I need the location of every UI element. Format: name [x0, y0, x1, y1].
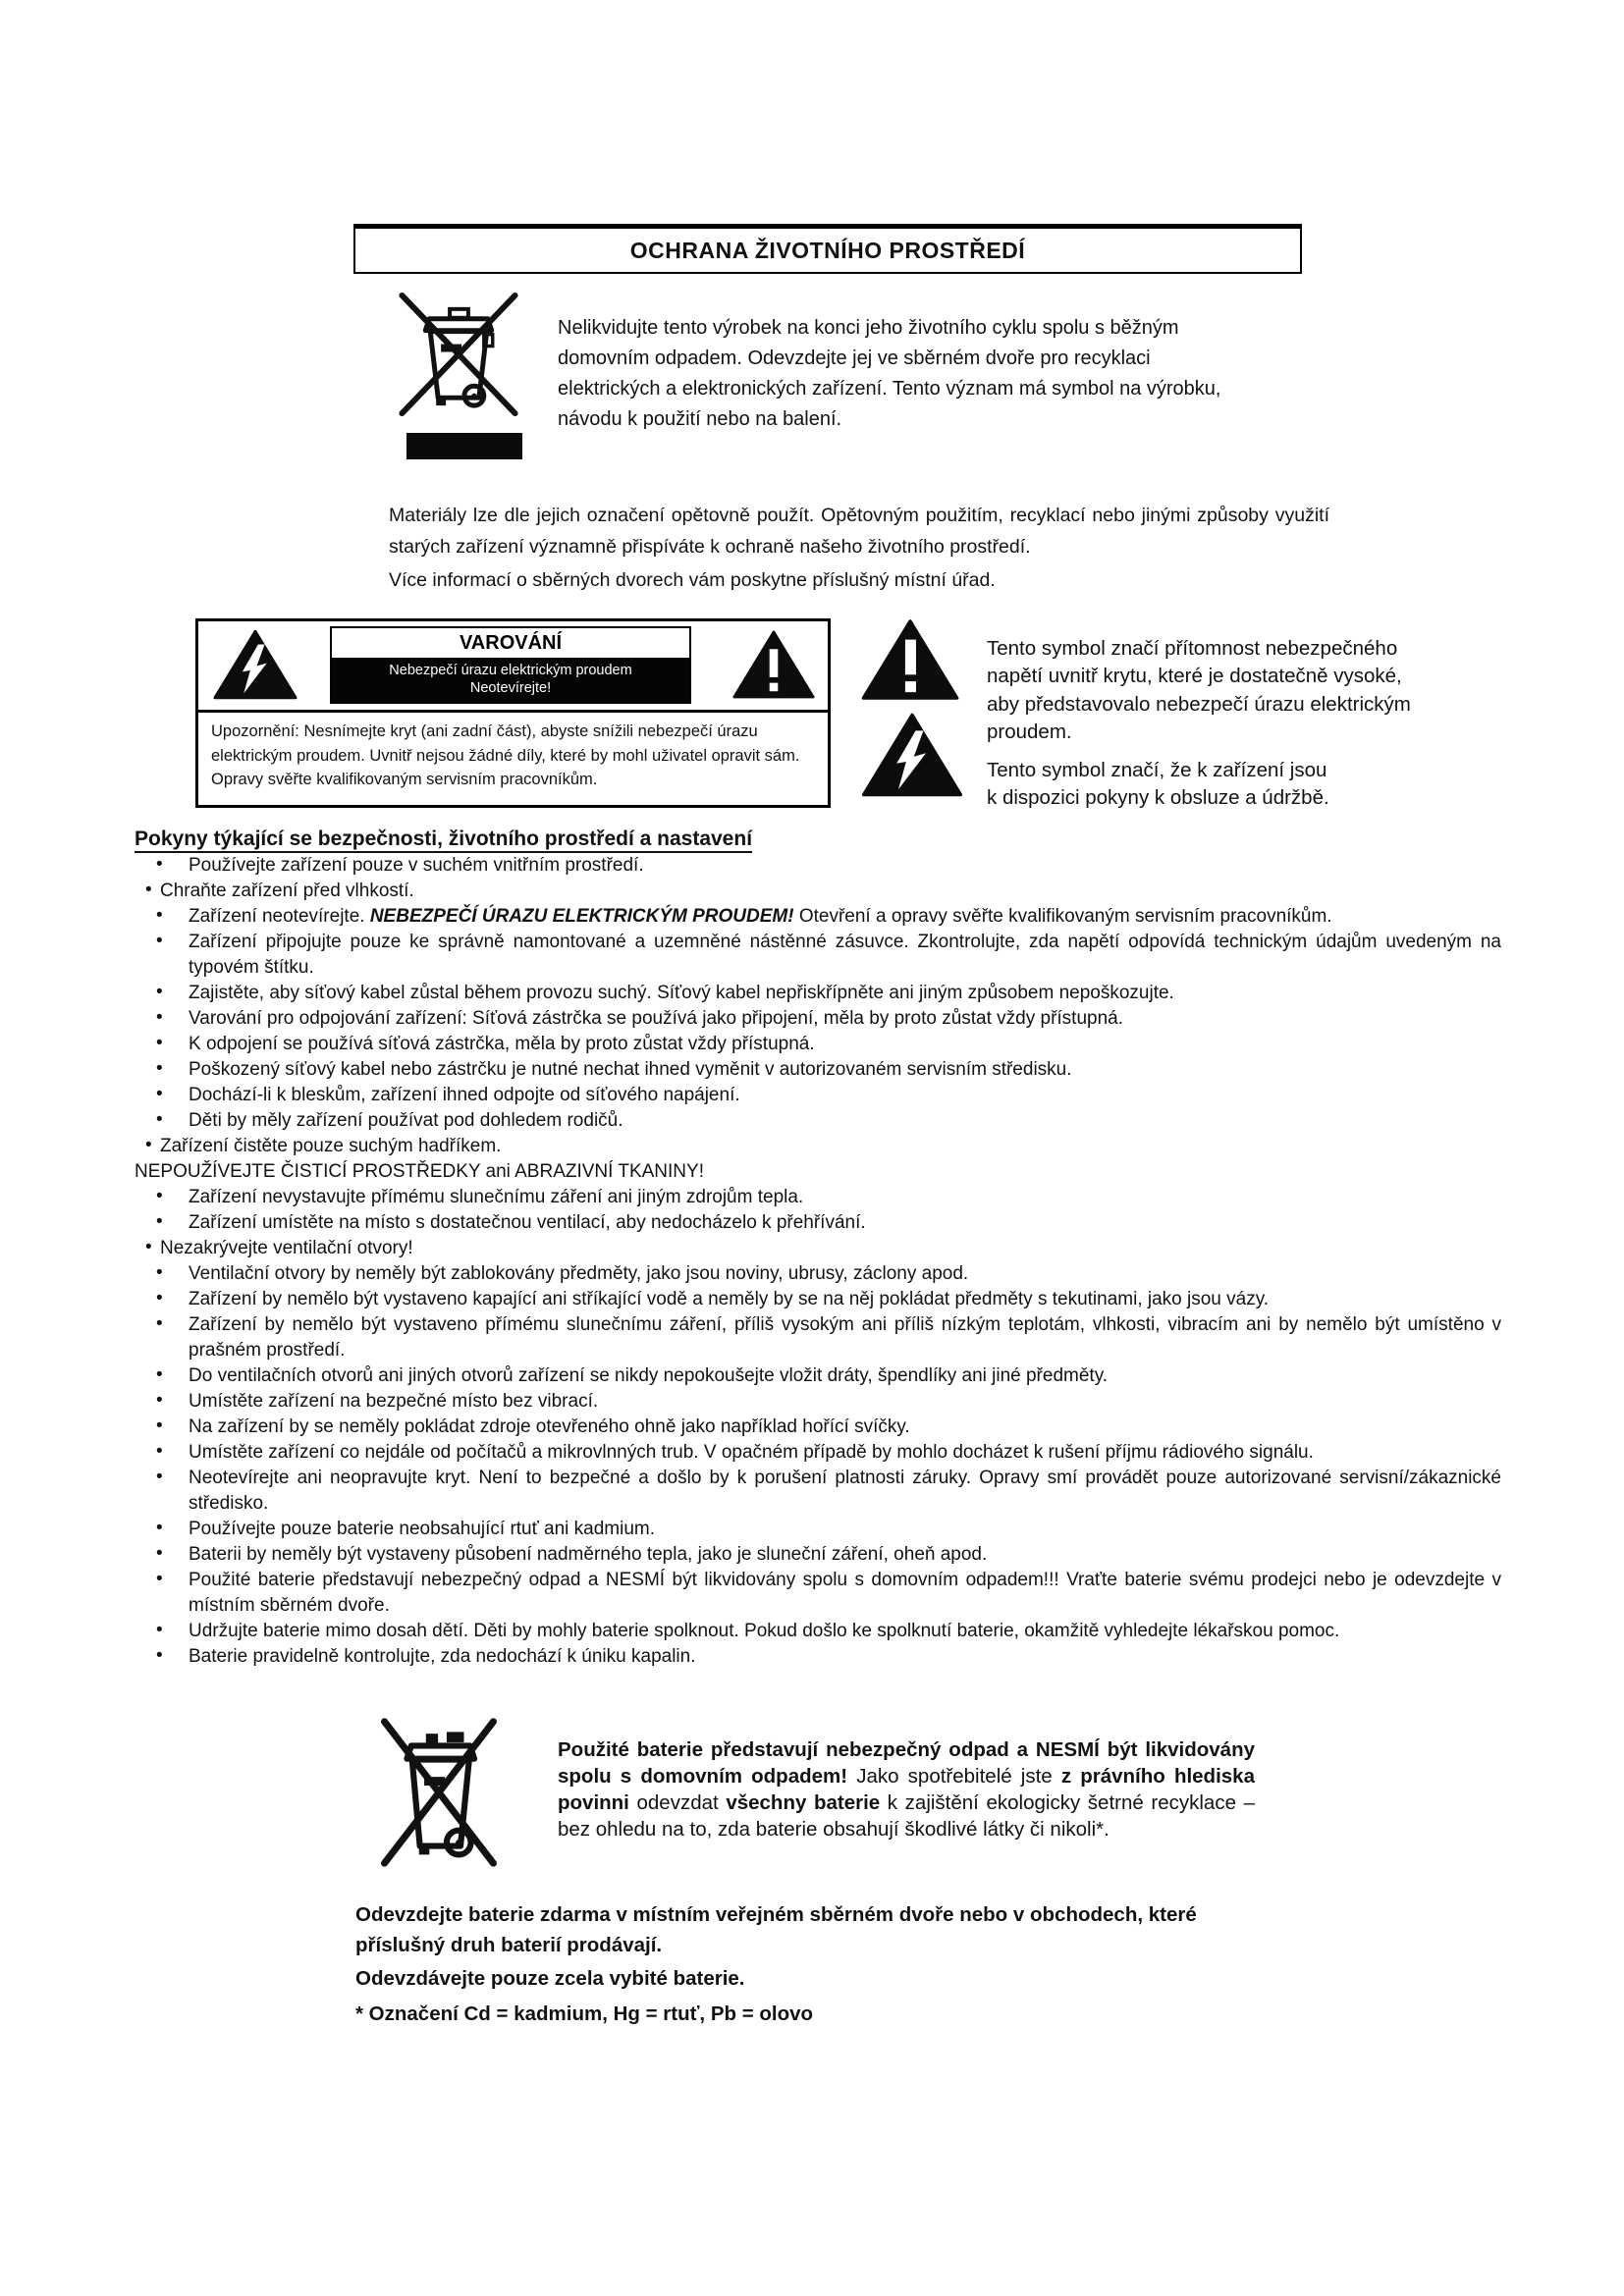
safety-list-item: • Děti by měly zařízení používat pod dohledem rodičů. [156, 1109, 623, 1131]
more-info-line: Více informací o sběrných dvorech vám poskytne příslušný místní úřad. [389, 568, 996, 591]
safety-list-item: • Zařízení připojujte pouze ke správně namontované a uzemněné nástěnné zásuvce. Zkontrolujte, zda napětí odpovídá technickým údajům uvedeným na typovém štítku. [156, 931, 1501, 978]
exclamation-triangle-icon [731, 628, 816, 701]
bullet-dot: • [156, 1543, 163, 1564]
bullet-dot: • [156, 1441, 163, 1462]
safety-list-item: • Zařízení by nemělo být vystaveno kapající ani stříkající vodě a neměly by se na něj pokládat předměty s tekutinami, jako jsou vázy. [156, 1288, 1270, 1309]
battery-return-paragraph: Odevzdejte baterie zdarma v místním veřejném sběrném dvoře nebo v obchodech, které příslušný druh baterií prodávají. [355, 1902, 1197, 1956]
bullet-dot: • [156, 982, 163, 1002]
warning-label [330, 626, 691, 704]
weee-crossed-bin-icon [385, 289, 532, 420]
safety-list-item: • Nezakrývejte ventilační otvory! [145, 1237, 413, 1258]
bullet-dot: • [145, 1237, 152, 1257]
safety-list-item: • Baterii by neměly být vystaveny působení nadměrného tepla, jako je sluneční záření, oheň apod. [156, 1543, 988, 1565]
safety-list-item: • Umístěte zařízení co nejdále od počítačů a mikrovlnných trub. V opačném případě by mohlo docházet k rušení příjmu rádiového signálu. [156, 1441, 1314, 1463]
lightning-triangle-icon [212, 628, 298, 701]
safety-list-item: • Zařízení by nemělo být vystaveno přímému slunečnímu záření, příliš vysokým ani příliš nízkým teplotám, vlhkosti, vibracím ani by nemělo být umístěno v prašném prostředí. [156, 1313, 1501, 1361]
warning-subtitle [332, 658, 689, 702]
bullet-dot: • [156, 1288, 163, 1308]
safety-list-item: • Ventilační otvory by neměly být zablokovány předměty, jako jsou noviny, ubrusy, záclony apod. [156, 1262, 969, 1284]
voltage-symbol-text: Tento symbol značí přítomnost nebezpečného napětí uvnitř krytu, které je dostatečně vysoké, aby představovalo nebezpečí úrazu elektrickým proudem. [987, 636, 1411, 743]
materials-paragraph: Materiály lze dle jejich označení opětovně použít. Opětovným použitím, recyklací nebo jinými způsoby využití starých zařízení významně přispíváte k ochraně našeho životního prostředí. [389, 504, 1329, 558]
bullet-dot: • [156, 1109, 163, 1130]
safety-list-item: • Baterie pravidelně kontrolujte, zda nedochází k úniku kapalin. [156, 1645, 696, 1667]
environment-title-box [353, 224, 1302, 274]
warning-danger-line: Nebezpečí úrazu elektrickým proudem [389, 663, 632, 678]
bullet-dot: • [156, 931, 163, 951]
bullet-dot: • [156, 1186, 163, 1206]
safety-list-item: • Varování pro odpojování zařízení: Síťová zástrčka se používá jako připojení, měla by proto zůstat vždy přístupná. [156, 1007, 1124, 1029]
bullet-dot: • [156, 854, 163, 875]
bullet-dot: • [156, 905, 163, 926]
warning-title: VAROVÁNÍ [332, 628, 689, 658]
bullet-dot: • [156, 1569, 163, 1589]
battery-legend-note: * Označení Cd = kadmium, Hg = rtuť, Pb = olovo [355, 2002, 814, 2025]
warning-box-top [198, 621, 828, 713]
bullet-dot: • [156, 1033, 163, 1053]
bullet-dot: • [156, 1084, 163, 1104]
safety-list-item: • Používejte pouze baterie neobsahující rtuť ani kadmium. [156, 1518, 656, 1539]
weee-underline-bar [406, 433, 522, 459]
safety-list-item: • Dochází-li k bleskům, zařízení ihned odpojte od síťového napájení. [156, 1084, 740, 1105]
safety-list-item: • Udržujte baterie mimo dosah dětí. Děti by mohly baterie spolknout. Pokud došlo ke spolknutí baterie, okamžitě vyhledejte lékařskou pomoc. [156, 1620, 1340, 1641]
safety-list-item: • K odpojení se používá síťová zástrčka, měla by proto zůstat vždy přístupná. [156, 1033, 815, 1054]
bullet-dot: • [156, 1467, 163, 1487]
warning-open-line: Neotevírejte! [469, 680, 552, 696]
safety-list-item: • Zařízení čistěte pouze suchým hadříkem. [145, 1135, 502, 1156]
bullet-dot: • [145, 1135, 152, 1155]
safety-list-item: • Do ventilačních otvorů ani jiných otvorů zařízení se nikdy nepokoušejte vložit dráty, špendlíky ani jiné předměty. [156, 1364, 1109, 1386]
bullet-dot: • [156, 1262, 163, 1283]
warning-caution-text: Upozornění: Nesnímejte kryt (ani zadní část), abyste snížili nebezpečí úrazu elektrickým proudem. Uvnitř nejsou žádné díly, které by mohl uživatel opravit sám. Opravy svěřte kvalifikovaným servisním pracovníkům. [211, 722, 800, 788]
battery-empty-note: Odevzdávejte pouze zcela vybité baterie. [355, 1966, 745, 1990]
safety-list-item: • Chraňte zařízení před vlhkostí. [145, 880, 414, 901]
battery-crossed-bin-icon [374, 1714, 504, 1871]
safety-list-item: • Poškozený síťový kabel nebo zástrčku je nutné nechat ihned vyměnit v autorizovaném servisním středisku. [156, 1058, 1072, 1080]
safety-list-item: • Používejte zařízení pouze v suchém vnitřním prostředí. [156, 854, 644, 876]
weee-paragraph: Nelikvidujte tento výrobek na konci jeho životního cyklu spolu s běžným domovním odpadem. Odevzdejte jej ve sběrném dvoře pro recyklaci elektrických a elektronických zařízení. Tento význam má symbol na výrobku, návodu k použití nebo na balení. [558, 317, 1221, 430]
safety-list-item: • Neotevírejte ani neopravujte kryt. Není to bezpečné a došlo by k porušení platnosti záruky. Opravy smí provádět pouze autorizované servisní/zákaznické středisko. [156, 1467, 1501, 1514]
safety-list-item: • Na zařízení by se neměly pokládat zdroje otevřeného ohně jako například hořící svíčky. [156, 1415, 910, 1437]
safety-list [135, 853, 1501, 1670]
service-symbol-text: Tento symbol značí, že k zařízení jsou k dispozici pokyny k obsluze a údržbě. [987, 758, 1329, 809]
warning-box [195, 618, 831, 808]
bullet-dot: • [156, 1058, 163, 1079]
voltage-exclamation-triangle-icon [860, 617, 960, 702]
safety-list-item: • Zařízení neotevírejte. NEBEZPEČÍ ÚRAZU ELEKTRICKÝM PROUDEM! Otevření a opravy svěřte kvalifikovaným servisním pracovníkům. [156, 905, 1332, 927]
safety-list-item: • Zajistěte, aby síťový kabel zůstal během provozu suchý. Síťový kabel nepřiskřípněte ani jiným způsobem nepoškozujte. [156, 982, 1174, 1003]
bullet-dot: • [156, 1390, 163, 1411]
bullet-dot: • [156, 1415, 163, 1436]
safety-heading: Pokyny týkající se bezpečnosti, životního prostředí a nastavení [135, 828, 752, 851]
service-lightning-triangle-icon [856, 712, 968, 798]
safety-list-item: • Použité baterie představují nebezpečný odpad a NESMÍ být likvidovány spolu s domovním odpadem!!! Vraťte baterie svému prodejci nebo je odevzdejte v místním sběrném dvoře. [156, 1569, 1501, 1616]
bullet-dot: • [145, 880, 152, 900]
bullet-dot: • [156, 1620, 163, 1640]
safety-list-item: • Zařízení umístěte na místo s dostatečnou ventilací, aby nedocházelo k přehřívání. [156, 1211, 866, 1233]
bullet-dot: • [156, 1518, 163, 1538]
bullet-dot: • [156, 1645, 163, 1666]
bullet-dot: • [156, 1211, 163, 1232]
safety-list-item: NEPOUŽÍVEJTE ČISTICÍ PROSTŘEDKY ani ABRAZIVNÍ TKANINY! [135, 1161, 704, 1182]
bullet-dot: • [156, 1313, 163, 1334]
battery-paragraph: Použité baterie představují nebezpečný odpad a NESMÍ být likvidovány spolu s domovním odpadem! Jako spotřebitelé jste z právního hlediska povinni odevzdat všechny baterie k zajištění ekologicky šetrné recyklace – bez ohledu na to, zda baterie obsahují škodlivé látky či nikoli*. [558, 1737, 1255, 1841]
safety-list-item: • Umístěte zařízení na bezpečné místo bez vibrací. [156, 1390, 599, 1412]
page-title: OCHRANA ŽIVOTNÍHO PROSTŘEDÍ [629, 237, 1026, 263]
safety-list-item: • Zařízení nevystavujte přímému slunečnímu záření ani jiným zdrojům tepla. [156, 1186, 804, 1207]
bullet-dot: • [156, 1364, 163, 1385]
bullet-dot: • [156, 1007, 163, 1028]
